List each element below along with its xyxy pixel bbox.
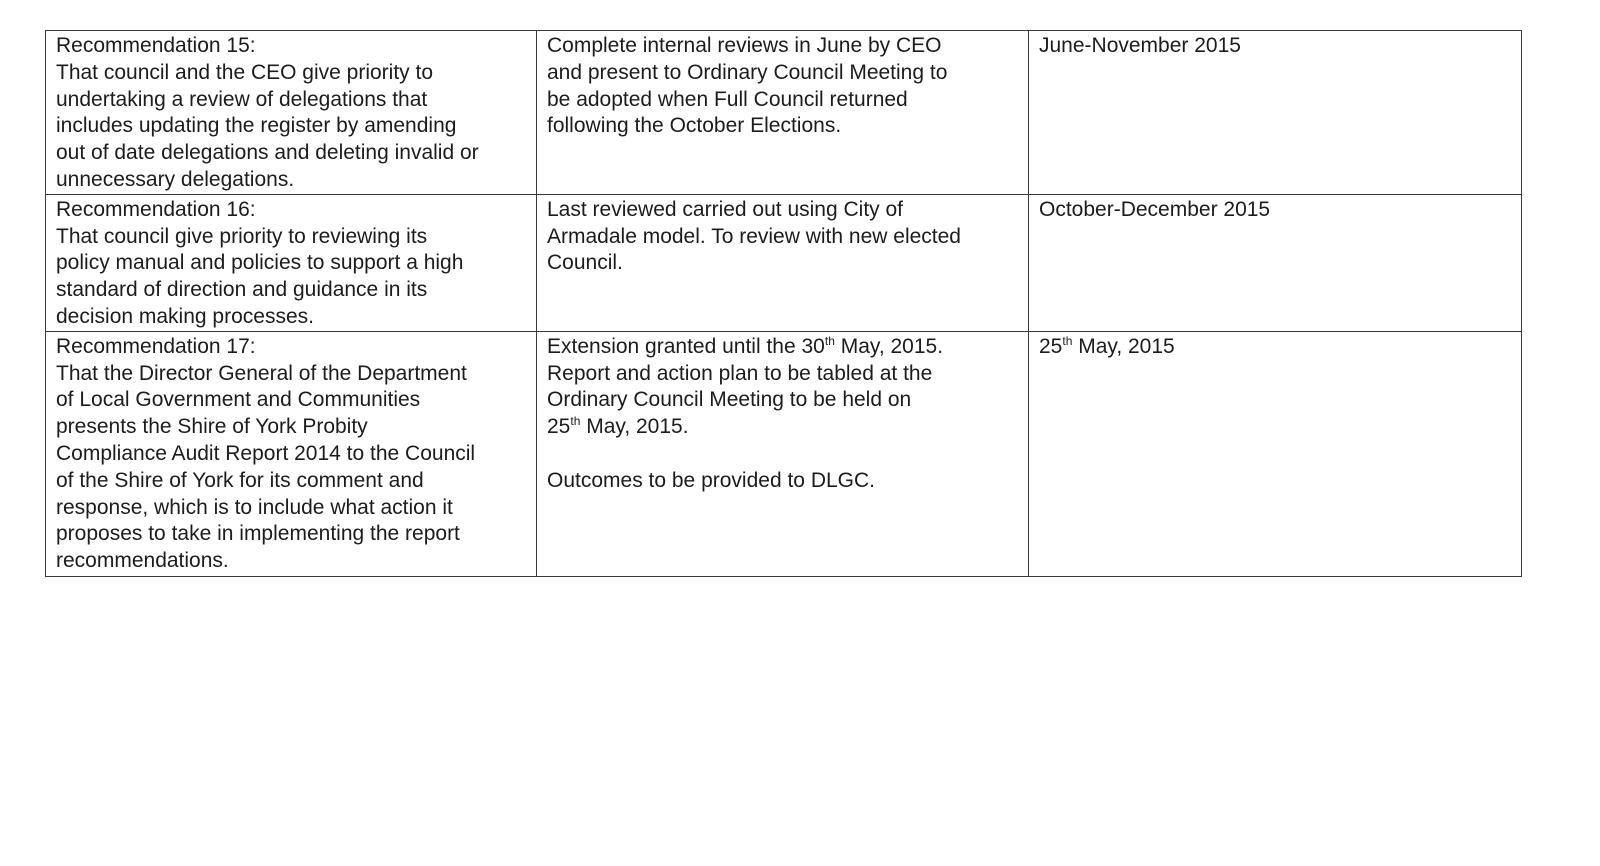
action-text-line: Ordinary Council Meeting to be held on bbox=[547, 388, 912, 412]
ordinal-suffix: th bbox=[570, 414, 581, 429]
recommendation-heading: Recommendation 16: bbox=[56, 197, 256, 221]
action-text-line bbox=[547, 414, 1018, 441]
action-text-fragment: May, 2015. bbox=[834, 334, 944, 358]
table-row bbox=[46, 31, 1522, 195]
timeframe-text bbox=[1039, 334, 1511, 361]
recommendation-text-line: standard of direction and guidance in its bbox=[56, 278, 428, 302]
timeframe-fragment: 25 bbox=[1039, 334, 1063, 358]
timeframe-cell bbox=[1029, 194, 1522, 331]
timeframe-text: October-December 2015 bbox=[1039, 197, 1271, 221]
recommendation-text-line: out of date delegations and deleting invalid or bbox=[56, 141, 479, 165]
recommendation-text-line: That council give priority to reviewing its bbox=[56, 224, 428, 248]
action-cell bbox=[537, 31, 1029, 195]
recommendation-cell bbox=[46, 31, 537, 195]
recommendation-text-line: presents the Shire of York Probity bbox=[56, 415, 368, 439]
recommendation-text-line: decision making processes. bbox=[56, 304, 314, 328]
action-text-fragment: May, 2015. bbox=[580, 415, 689, 439]
recommendation-heading: Recommendation 17: bbox=[56, 334, 256, 358]
recommendation-cell bbox=[46, 194, 537, 331]
action-text-fragment: Extension granted until the 30 bbox=[547, 334, 825, 358]
action-text-fragment: 25 bbox=[547, 415, 571, 439]
recommendation-text-line: unnecessary delegations. bbox=[56, 167, 295, 191]
action-text-line: Last reviewed carried out using City of bbox=[547, 197, 904, 221]
recommendation-text-line: of Local Government and Communities bbox=[56, 388, 421, 412]
recommendation-text-line: of the Shire of York for its comment and bbox=[56, 468, 424, 492]
recommendation-text-line: recommendations. bbox=[56, 549, 229, 573]
action-text-line: be adopted when Full Council returned bbox=[547, 87, 908, 111]
ordinal-suffix: th bbox=[824, 333, 835, 348]
recommendation-text-line: That the Director General of the Department bbox=[56, 361, 467, 385]
recommendation-heading: Recommendation 15: bbox=[56, 34, 256, 57]
recommendation-text-line: response, which is to include what action it bbox=[56, 495, 453, 519]
action-text-line: and present to Ordinary Council Meeting to bbox=[547, 60, 948, 84]
action-cell bbox=[537, 331, 1029, 576]
timeframe-fragment: May, 2015 bbox=[1072, 334, 1175, 358]
paragraph-gap bbox=[547, 441, 1018, 468]
action-text-line bbox=[547, 334, 1018, 361]
action-text-line: Report and action plan to be tabled at the bbox=[547, 361, 933, 385]
table-row bbox=[46, 194, 1522, 331]
ordinal-suffix: th bbox=[1062, 333, 1073, 348]
action-text-line: Council. bbox=[547, 251, 623, 275]
timeframe-cell bbox=[1029, 331, 1522, 576]
table-row bbox=[46, 331, 1522, 576]
action-text-line: following the October Elections. bbox=[547, 114, 842, 138]
recommendation-text-line: policy manual and policies to support a high bbox=[56, 251, 464, 275]
recommendation-text-line: undertaking a review of delegations that bbox=[56, 87, 428, 111]
recommendation-text-line: includes updating the register by amending bbox=[56, 114, 457, 138]
timeframe-text: June-November 2015 bbox=[1039, 34, 1241, 57]
action-text-line: Complete internal reviews in June by CEO bbox=[547, 34, 942, 57]
recommendations-table bbox=[45, 30, 1522, 577]
action-text-line: Armadale model. To review with new elected bbox=[547, 224, 961, 248]
timeframe-cell bbox=[1029, 31, 1522, 195]
recommendation-cell bbox=[46, 331, 537, 576]
action-text-line: Outcomes to be provided to DLGC. bbox=[547, 468, 875, 492]
recommendation-text-line: That council and the CEO give priority to bbox=[56, 60, 434, 84]
recommendation-text-line: Compliance Audit Report 2014 to the Council bbox=[56, 441, 476, 465]
recommendation-text-line: proposes to take in implementing the report bbox=[56, 522, 460, 546]
action-cell bbox=[537, 194, 1029, 331]
